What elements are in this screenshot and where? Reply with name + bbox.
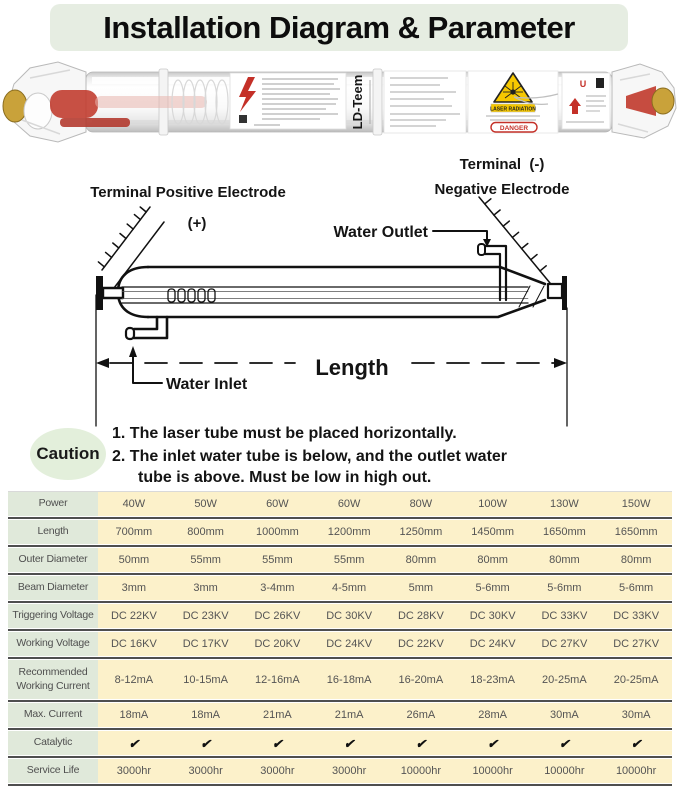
table-row <box>8 759 672 783</box>
table-cell: 80mm <box>457 548 529 572</box>
check-icon: ✔ <box>457 731 529 755</box>
table-cell: DC 33KV <box>600 604 672 628</box>
warning-label <box>468 71 558 133</box>
table-cell: 40W <box>98 492 170 516</box>
right-label <box>562 73 610 129</box>
table-cell: 5-6mm <box>457 576 529 600</box>
table-cell: 60W <box>242 492 314 516</box>
table-cell: 16-20mA <box>385 660 457 699</box>
check-icon: ✔ <box>385 731 457 755</box>
table-cell: 700mm <box>98 520 170 544</box>
row-label: Length <box>8 520 98 544</box>
right-terminal <box>562 276 567 310</box>
installation-diagram <box>0 150 679 428</box>
table-cell: DC 30KV <box>313 604 385 628</box>
table-cell: 80mm <box>385 548 457 572</box>
table-cell: 3000hr <box>313 759 385 783</box>
table-row <box>8 492 672 516</box>
table-row <box>8 632 672 656</box>
label-terminal-positive-line2: (+) <box>187 215 207 232</box>
label-water-inlet: Water Inlet <box>166 376 248 393</box>
svg-text:DANGER: DANGER <box>499 124 529 132</box>
table-row <box>8 731 672 755</box>
table-cell: 10000hr <box>529 759 601 783</box>
table-cell: 4-5mm <box>313 576 385 600</box>
table-cell: 28mA <box>457 703 529 727</box>
table-cell: 60W <box>313 492 385 516</box>
water-outlet-pointer <box>433 231 487 240</box>
table-cell: DC 24KV <box>313 632 385 656</box>
laser-tube-photo <box>0 56 679 150</box>
table-row <box>8 576 672 600</box>
coil-marks <box>168 289 215 302</box>
table-cell: 3000hr <box>98 759 170 783</box>
row-label: Working Voltage <box>8 632 98 656</box>
label-terminal-negative-line2: Negative Electrode <box>434 181 570 198</box>
label-terminal-negative-line1: Terminal (-) <box>459 156 545 173</box>
row-label: Max. Current <box>8 703 98 727</box>
table-cell: 3000hr <box>242 759 314 783</box>
row-label: Recommended Working Current <box>8 660 98 699</box>
caution-item-2-line1: 2. The inlet water tube is below, and the outlet water <box>112 448 508 465</box>
table-cell: DC 28KV <box>385 604 457 628</box>
svg-text:U: U <box>579 79 587 89</box>
table-cell: 80W <box>385 492 457 516</box>
red-electrode <box>50 90 98 118</box>
table-cell: DC 20KV <box>242 632 314 656</box>
water-inlet-pointer <box>133 356 162 383</box>
table-cell: 1000mm <box>242 520 314 544</box>
gold-tip <box>652 88 674 114</box>
table-cell: DC 22KV <box>385 632 457 656</box>
check-icon: ✔ <box>600 731 672 755</box>
table-row <box>8 703 672 727</box>
table-cell: 21mA <box>313 703 385 727</box>
table-cell: DC 23KV <box>170 604 242 628</box>
water-inlet-pipe <box>126 317 167 339</box>
label-terminal-positive-line1: Terminal Positive Electrode <box>90 184 286 201</box>
table-row <box>8 604 672 628</box>
table-cell: 1200mm <box>313 520 385 544</box>
table-cell: 10000hr <box>385 759 457 783</box>
table-cell: 130W <box>529 492 601 516</box>
table-cell: 150W <box>600 492 672 516</box>
table-cell: 80mm <box>529 548 601 572</box>
table-cell: 3mm <box>170 576 242 600</box>
check-icon: ✔ <box>313 731 385 755</box>
label-length: Length <box>315 355 389 380</box>
table-cell: 3mm <box>98 576 170 600</box>
row-separator <box>8 783 672 787</box>
table-cell: 1250mm <box>385 520 457 544</box>
row-label: Power <box>8 492 98 516</box>
table-row <box>8 660 672 699</box>
check-icon: ✔ <box>170 731 242 755</box>
caution-item-2-line2: tube is above. Must be low in high out. <box>138 469 432 486</box>
table-cell: 20-25mA <box>529 660 601 699</box>
left-label <box>230 73 346 129</box>
caution-badge: Caution <box>30 428 106 480</box>
caution-item-1: 1. The laser tube must be placed horizontally. <box>112 425 457 442</box>
table-cell: 55mm <box>313 548 385 572</box>
table-cell: 18mA <box>98 703 170 727</box>
table-cell: DC 27KV <box>600 632 672 656</box>
table-cell: 1650mm <box>600 520 672 544</box>
table-row <box>8 548 672 572</box>
table-cell: DC 16KV <box>98 632 170 656</box>
table-cell: 21mA <box>242 703 314 727</box>
table-cell: 5-6mm <box>600 576 672 600</box>
gold-tip <box>3 90 27 122</box>
table-cell: 30mA <box>600 703 672 727</box>
table-cell: 1450mm <box>457 520 529 544</box>
spec-label <box>384 71 466 133</box>
table-cell: 800mm <box>170 520 242 544</box>
page-title: Installation Diagram & Parameter <box>50 4 628 51</box>
table-cell: 26mA <box>385 703 457 727</box>
row-label: Outer Diameter <box>8 548 98 572</box>
table-cell: 5-6mm <box>529 576 601 600</box>
table-cell: 18-23mA <box>457 660 529 699</box>
brand-text: LD-Teem <box>350 74 365 130</box>
table-cell: 80mm <box>600 548 672 572</box>
parameter-table <box>8 491 672 787</box>
table-cell: 5mm <box>385 576 457 600</box>
table-cell: DC 30KV <box>457 604 529 628</box>
table-cell: 55mm <box>170 548 242 572</box>
table-cell: DC 26KV <box>242 604 314 628</box>
table-cell: 3-4mm <box>242 576 314 600</box>
table-cell: 8-12mA <box>98 660 170 699</box>
left-wire <box>98 207 164 288</box>
table-cell: 18mA <box>170 703 242 727</box>
table-cell: 16-18mA <box>313 660 385 699</box>
table-cell: DC 17KV <box>170 632 242 656</box>
row-label: Beam Diameter <box>8 576 98 600</box>
table-cell: 1650mm <box>529 520 601 544</box>
table-cell: 12-16mA <box>242 660 314 699</box>
table-cell: 50W <box>170 492 242 516</box>
table-cell: 30mA <box>529 703 601 727</box>
check-icon: ✔ <box>242 731 314 755</box>
check-icon: ✔ <box>98 731 170 755</box>
check-icon: ✔ <box>529 731 601 755</box>
laser-radiation-text: LASER RADIATION <box>490 106 536 113</box>
table-cell: 10000hr <box>457 759 529 783</box>
table-cell: 10000hr <box>600 759 672 783</box>
table-cell: 20-25mA <box>600 660 672 699</box>
danger-badge <box>491 123 537 133</box>
table-cell: DC 27KV <box>529 632 601 656</box>
label-water-outlet: Water Outlet <box>333 224 428 241</box>
row-label: Service Life <box>8 759 98 783</box>
table-cell: DC 22KV <box>98 604 170 628</box>
right-glass-end <box>612 64 676 138</box>
table-cell: 100W <box>457 492 529 516</box>
table-cell: DC 33KV <box>529 604 601 628</box>
table-cell: 55mm <box>242 548 314 572</box>
table-cell: 10-15mA <box>170 660 242 699</box>
table-row <box>8 520 672 544</box>
table-cell: 3000hr <box>170 759 242 783</box>
table-cell: 50mm <box>98 548 170 572</box>
table-cell: DC 24KV <box>457 632 529 656</box>
row-label: Catalytic <box>8 731 98 755</box>
row-label: Triggering Voltage <box>8 604 98 628</box>
